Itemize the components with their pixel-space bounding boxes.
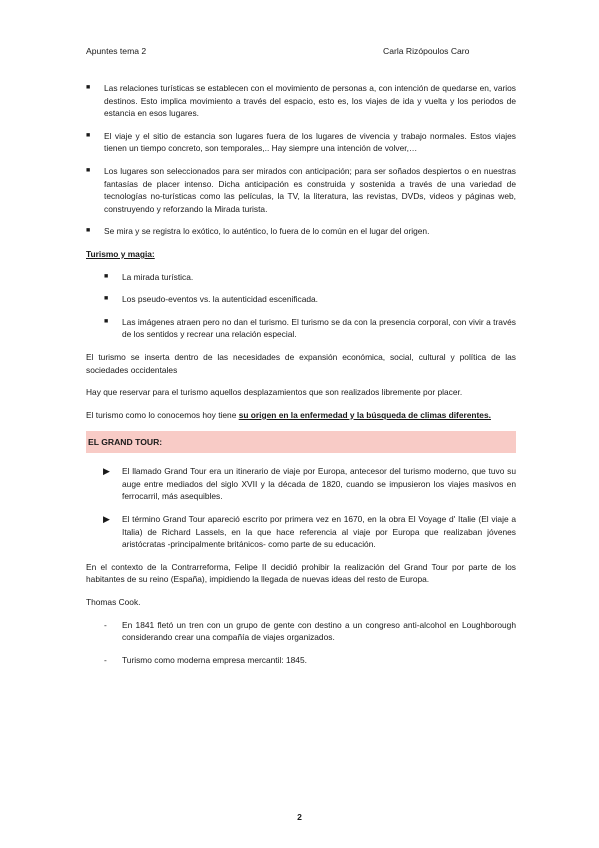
list-item [86,82,516,120]
triangle-bullet-icon: ▶ [103,514,110,525]
origin-paragraph [86,409,516,422]
header-right: Carla Rizópoulos Caro [383,46,470,56]
list-item [86,316,516,341]
bullet-text: Turismo como moderna empresa mercantil: 1845. [122,654,307,665]
paragraph: El turismo se inserta dentro de las necesidades de expansión económica, social, cultural y política de las sociedades occidentales [86,351,516,375]
origin-prefix: El turismo como lo conocemos hoy tiene [86,409,239,420]
dash-bullet-icon: - [104,619,107,630]
bullet-text: Los pseudo-eventos vs. la autenticidad escenificada. [122,294,319,305]
bullet-text: La mirada turística. [122,271,194,282]
thomas-cook-label: Thomas Cook. [86,597,141,608]
triangle-bullet-icon: ▶ [103,466,110,477]
square-bullet-icon: ■ [104,317,109,325]
bullet-text: Los lugares son seleccionados para ser mirados con anticipación; para ser soñados despiertos o en nuestras fantasías de placer intenso. Dicha anticipación es construida y sostenida a través de una variedad de tecnologías no-turísticas como las películas, la TV, la literatura, las revistas, DVDs, videos y páginas web, construyendo y reforzando la Mirada turista. [104,165,516,214]
section-banner: EL GRAND TOUR: [86,431,516,453]
square-bullet-icon: ■ [86,84,91,91]
list-item [86,465,516,503]
list-item [86,165,516,215]
bullet-text: El viaje y el sitio de estancia son lugares fuera de los lugares de vivencia y trabajo normales. Estos viajes tienen un tiempo concreto, son temporales,.. Hay siempre una intención de volver,… [104,130,516,154]
page-number: 2 [297,812,302,822]
bullet-text: En 1841 fletó un tren con un grupo de gente con destino a un congreso anti-alcohol en Loughborough considerando crear una compañía de viajes organizados. [122,619,516,643]
list-item [86,293,516,306]
square-bullet-icon: ■ [104,295,109,303]
dash-bullet-icon: - [104,654,107,665]
list-item [86,513,516,551]
square-bullet-icon: ■ [86,131,91,139]
square-bullet-icon: ■ [86,227,91,235]
bullet-text: Se mira y se registra lo exótico, lo auténtico, lo fuera de lo común en el lugar del origen. [104,226,430,237]
page-header [86,46,513,60]
bullet-text: El llamado Grand Tour era un itinerario de viaje por Europa, antecesor del turismo moderno, que tuvo su auge entre mediados del siglo XVII y la década de 1820, cuando se impusieron los viajes masivos en ferrocarril, más asequibles. [122,466,516,502]
list-item [86,225,516,238]
bullet-text: Las imágenes atraen pero no dan el turismo. El turismo se da con la presencia corporal, con vivir a través de los sentidos y recrear una relación especial. [122,316,516,340]
list-item [86,619,516,644]
header-left: Apuntes tema 2 [86,46,147,56]
bullet-text: Las relaciones turísticas se establecen con el movimiento de personas a, con intención de quedarse en, varios destinos. Esto implica movimiento a través del espacio, esto es, los viajes de ida y vuelta y los periodos de estancia en esos lugares. [104,83,516,119]
list-item [86,271,516,284]
list-item [86,130,516,155]
page-content [86,82,516,676]
paragraph: Hay que reservar para el turismo aquellos desplazamientos que son realizados libremente por placer. [86,387,463,398]
paragraph: En el contexto de la Contrarreforma, Felipe II decidió prohibir la realización del Grand Tour por parte de los habitantes de su reino (España), impidiendo la llegada de nuevas ideas del resto de Europa. [86,561,516,585]
square-bullet-icon: ■ [104,272,109,280]
list-item [86,654,516,667]
square-bullet-icon: ■ [86,166,91,174]
bullet-text: El término Grand Tour apareció escrito por primera vez en 1670, en la obra El Voyage d' Italie (El viaje a Italia) de Richard Lassels, en la que hace referencia al viaje por Europa que realizaban jóvenes aristócratas -principalmente británicos- como parte de su educación. [122,514,516,550]
origin-emphasis: su origen en la enfermedad y la búsqueda de climas diferentes. [238,409,491,420]
section-subheading: Turismo y magia: [86,248,155,259]
